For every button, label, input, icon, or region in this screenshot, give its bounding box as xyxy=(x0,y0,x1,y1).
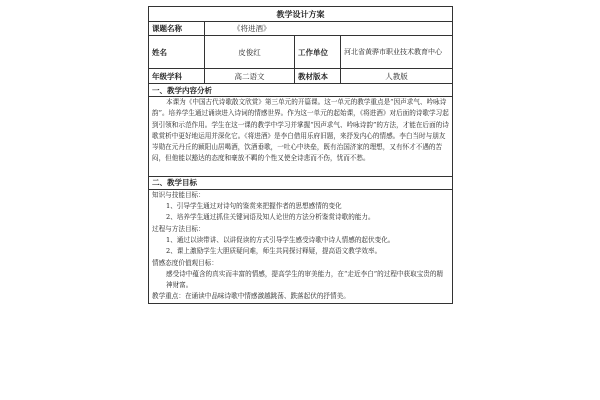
course-name-label: 课题名称 xyxy=(149,22,205,36)
course-row xyxy=(149,22,453,36)
title-row xyxy=(149,7,453,22)
section2-header-row xyxy=(149,176,453,189)
section2-body-row xyxy=(149,189,453,303)
section1-header-row xyxy=(149,84,453,97)
textbook-edition-value: 人教版 xyxy=(341,69,453,84)
grade-subject-value: 高二语文 xyxy=(205,69,295,84)
teaching-focus: 教学重点：在诵读中品味诗歌中情感激越跳荡、跌落起伏的抒情美。 xyxy=(152,292,350,301)
knowledge-goals-title: 知识与技能目标： xyxy=(152,190,205,199)
section-content-analysis-body xyxy=(149,97,453,177)
lesson-plan-table xyxy=(148,6,453,304)
process-goal-1: 1、通过以读带讲、以讲促读的方式引导学生感受诗歌中诗人情感的起伏变化。 xyxy=(166,235,395,244)
textbook-edition-label: 教材版本 xyxy=(295,69,341,84)
lesson-plan-document xyxy=(148,6,452,304)
content-analysis-paragraph: 本课为《中国古代诗歌散文欣赏》第三单元的开篇课。这一单元的教学重点是“因声求气、吟咏诗韵”。培养学生通过诵读进入诗词的情感世界。作为这一单元的起始课，《将进酒》对后面的诗歌学习起到引领和示范作用。学生在这一课的教学中学习并掌握“因声求气、吟咏诗韵”的方法，才能在后面的诗歌赏析中更好地运用并深化它。《将进酒》是李白借用乐府旧题，来抒发内心的情感。李白当时与朋友岑勋在元丹丘的颍阳山居喝酒，饮酒垂歌，一吐心中块垒，既有治国济家的理想，又有怀才不遇的苦闷，但他能以豁达的态度和豪放不羁的个性又使全诗悲而不伤，忧而不愁。 xyxy=(152,98,449,163)
process-goals-title: 过程与方法目标： xyxy=(152,224,205,233)
section1-body-row xyxy=(149,97,453,177)
teacher-name-label: 姓名 xyxy=(149,36,205,69)
emotion-goal-1: 感受诗中蕴含的真实而丰富的情感，提高学生的审美能力，在“走近李白”的过程中获取宝贵的精神财富。 xyxy=(166,269,444,290)
document-title: 教学设计方案 xyxy=(149,7,453,22)
emotion-goals-title: 情感态度价值观目标： xyxy=(152,258,218,267)
name-row xyxy=(149,36,453,69)
blank-line xyxy=(152,165,449,176)
section-teaching-goals-title: 二、教学目标 xyxy=(149,176,453,189)
knowledge-goal-2: 2、培养学生通过抓住关键词语及知人论世的方法分析鉴赏诗歌的能力。 xyxy=(166,213,375,222)
section-teaching-goals-body xyxy=(149,189,453,303)
work-unit-value: 河北省黄骅市职业技术教育中心 xyxy=(341,36,453,69)
grade-row xyxy=(149,69,453,84)
course-name-value: 《将进酒》 xyxy=(205,22,453,36)
section-content-analysis-title: 一、教学内容分析 xyxy=(149,84,453,97)
work-unit-label: 工作单位 xyxy=(295,36,341,69)
grade-subject-label: 年级学科 xyxy=(149,69,205,84)
teacher-name-value: 皮俊红 xyxy=(205,36,295,69)
process-goal-2: 2、课上激励学生大胆质疑问难，师生共同探讨释疑，提高语文教学效率。 xyxy=(166,247,382,256)
knowledge-goal-1: 1、引导学生通过对诗句的鉴赏来把握作者的思想感情的变化 xyxy=(166,202,342,211)
